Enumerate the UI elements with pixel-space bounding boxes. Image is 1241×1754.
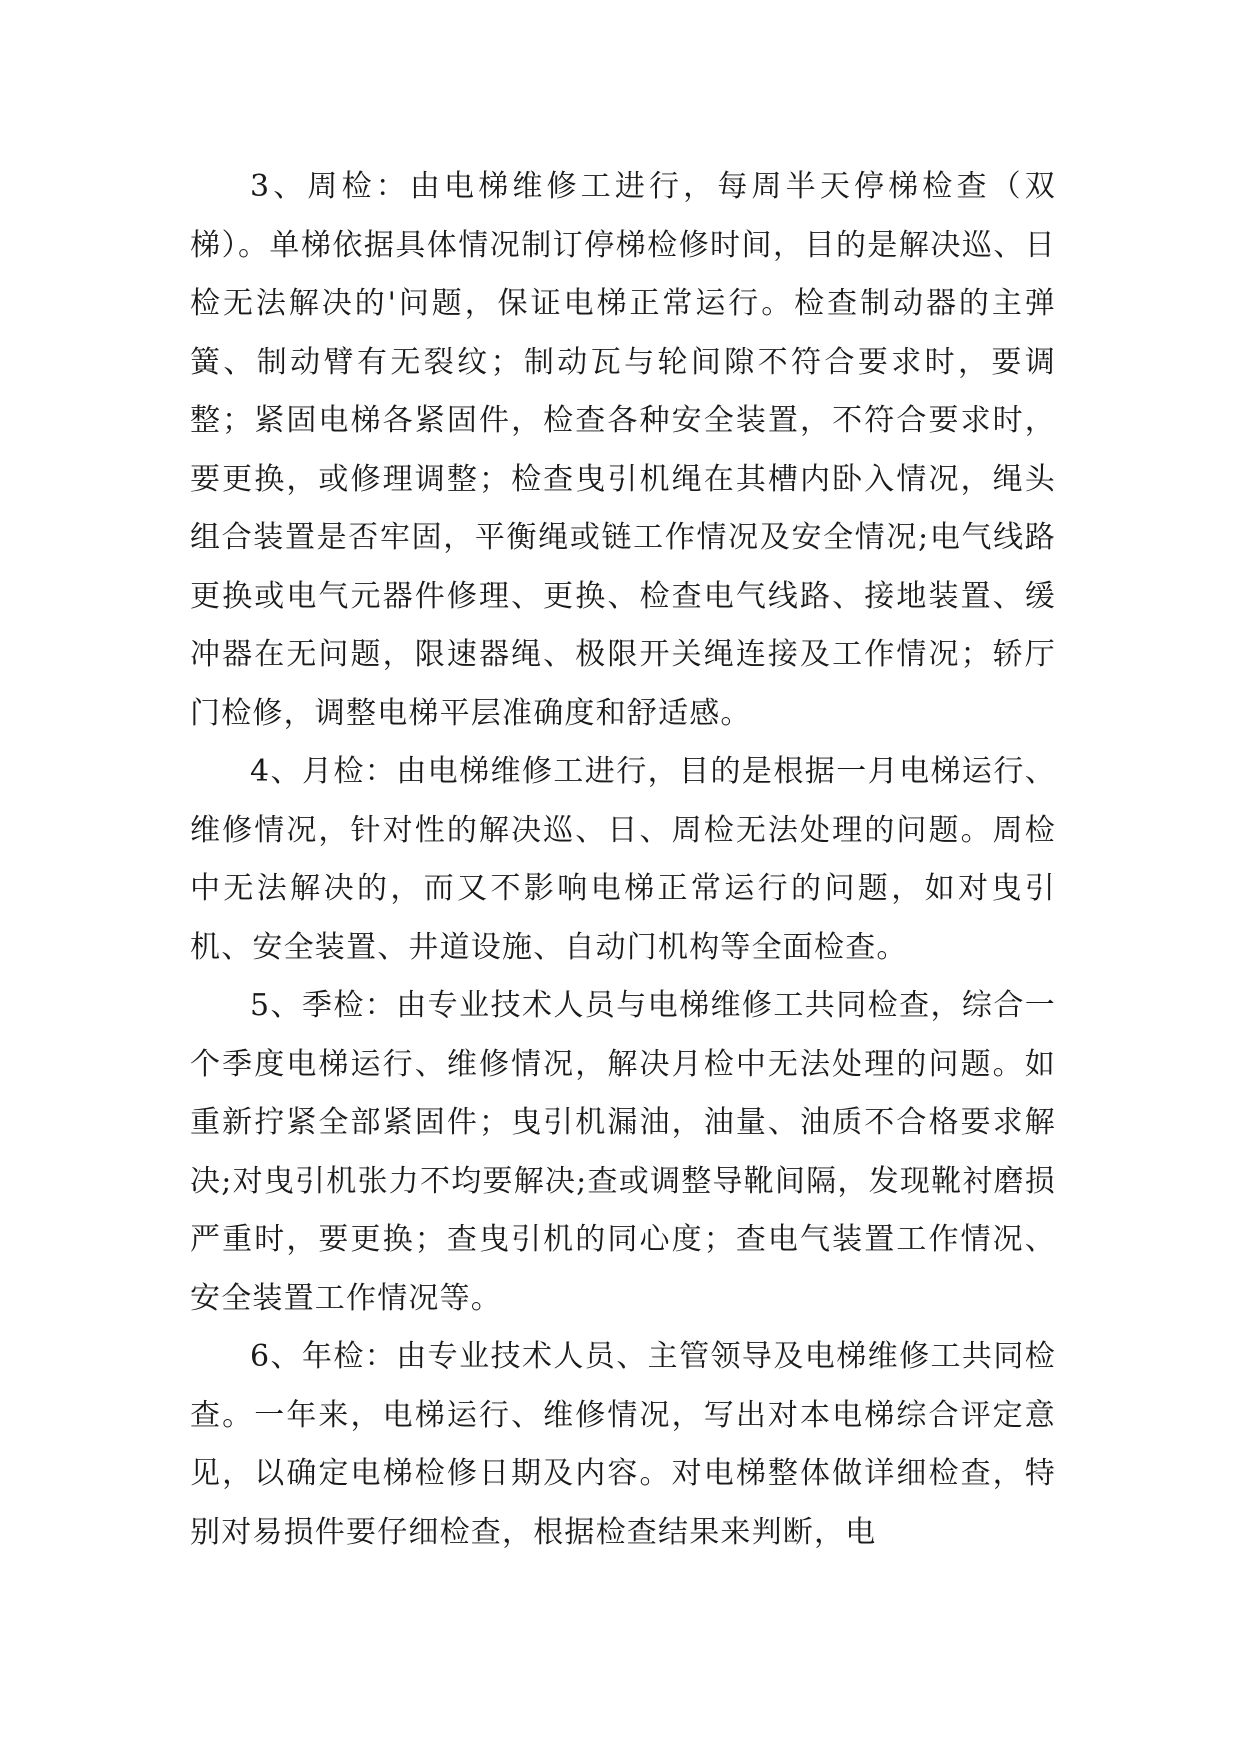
paragraph-monthly-inspection: 4、月检：由电梯维修工进行，目的是根据一月电梯运行、维修情况，针对性的解决巡、日、周检无法处理的问题。周检中无法解决的，而又不影响电梯正常运行的问题，如对曳引机、安全装置、井道设施、自动门机构等全面检查。 <box>190 754 1056 965</box>
paragraph-quarterly-inspection: 5、季检：由专业技术人员与电梯维修工共同检查，综合一个季度电梯运行、维修情况，解决月检中无法处理的问题。如重新拧紧全部紧固件；曳引机漏油，油量、油质不合格要求解决;对曳引机张力不均要解决;查或调整导靴间隔，发现靴衬磨损严重时，要更换；查曳引机的同心度；查电气装置工作情况、安全装置工作情况等。 <box>190 988 1056 1316</box>
paragraph-weekly-inspection: 3、周检：由电梯维修工进行，每周半天停梯检查（双梯）。单梯依据具体情况制订停梯检修时间，目的是解决巡、日检无法解决的'问题，保证电梯正常运行。检查制动器的主弹簧、制动臂有无裂纹；制动瓦与轮间隙不符合要求时，要调整；紧固电梯各紧固件，检查各种安全装置，不符合要求时，要更换，或修理调整；检查曳引机绳在其槽内卧入情况，绳头组合装置是否牢固，平衡绳或链工作情况及安全情况;电气线路更换或电气元器件修理、更换、检查电气线路、接地装置、缓冲器在无问题，限速器绳、极限开关绳连接及工作情况；轿厅门检修，调整电梯平层准确度和舒适感。 <box>190 169 1056 731</box>
paragraph-annual-inspection: 6、年检：由专业技术人员、主管领导及电梯维修工共同检查。一年来，电梯运行、维修情况，写出对本电梯综合评定意见，以确定电梯检修日期及内容。对电梯整体做详细检查，特别对易损件要仔细检查，根据检查结果来判断，电 <box>190 1339 1056 1550</box>
document-body <box>190 158 1056 1562</box>
